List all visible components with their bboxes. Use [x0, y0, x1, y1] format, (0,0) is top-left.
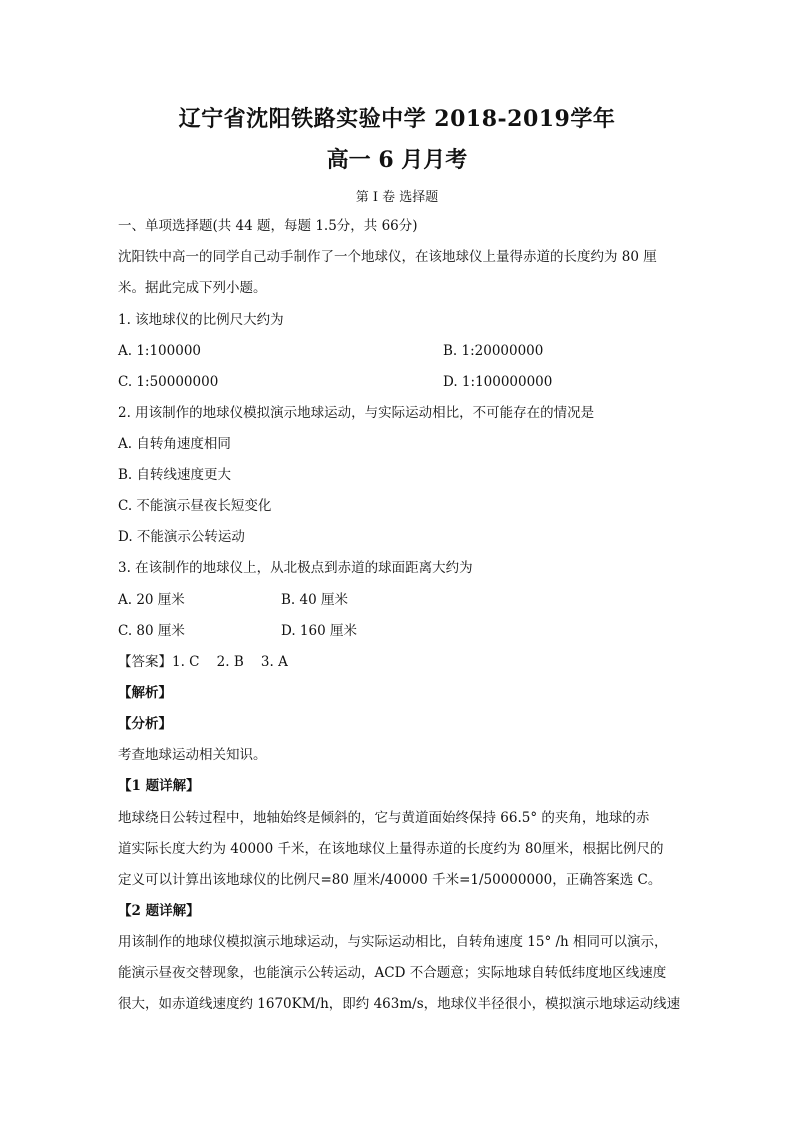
document-title: 辽宁省沈阳铁路实验中学 2018-2019学年	[178, 106, 616, 132]
q3-option-c: C. 80 厘米	[118, 623, 185, 639]
q3-option-d: D. 160 厘米	[281, 623, 357, 639]
q2-option-d: D. 不能演示公转运动	[118, 529, 245, 545]
q1-option-a: A. 1:100000	[118, 343, 202, 359]
question-3: 3. 在该制作的地球仪上，从北极点到赤道的球面距离大约为	[118, 560, 473, 576]
q1-option-d: D. 1:100000000	[443, 374, 553, 390]
q3-option-b: B. 40 厘米	[281, 592, 348, 608]
question-stem-line-1: 沈阳铁中高一的同学自己动手制作了一个地球仪，在该地球仪上量得赤道的长度约为 80 厘	[118, 249, 657, 265]
analysis-heading: 【解析】	[118, 685, 172, 701]
document-subtitle: 高一 6 月月考	[326, 147, 468, 173]
detail-1-line-3: 定义可以计算出该地球仪的比例尺=80 厘米/40000 千米=1/50000000，正确答案选 C。	[118, 872, 662, 888]
question-1: 1. 该地球仪的比例尺大约为	[118, 312, 284, 328]
question-stem-line-2: 米。据此完成下列小题。	[118, 280, 267, 296]
q2-option-b: B. 自转线速度更大	[118, 467, 232, 483]
section-heading: 一、单项选择题(共 44 题，每题 1.5分，共 66分)	[118, 218, 418, 234]
q1-option-b: B. 1:20000000	[443, 343, 544, 359]
q2-option-c: C. 不能演示昼夜长短变化	[118, 498, 272, 514]
detail-1-heading: 【1 题详解】	[118, 778, 200, 794]
fenxi-heading: 【分析】	[118, 716, 172, 732]
detail-2-line-1: 用该制作的地球仪模拟演示地球运动，与实际运动相比，自转角速度 15° /h 相同可以演示，	[118, 934, 668, 950]
q3-option-a: A. 20 厘米	[118, 592, 185, 608]
fenxi-text: 考查地球运动相关知识。	[118, 747, 267, 763]
q1-option-c: C. 1:50000000	[118, 374, 219, 390]
volume-heading: 第 I 卷 选择题	[355, 190, 439, 205]
detail-2-line-3: 很大，如赤道线速度约 1670KM/h，即约 463m/s，地球仪半径很小，模拟演示地球运动线速	[118, 996, 681, 1012]
detail-2-heading: 【2 题详解】	[118, 903, 200, 919]
q2-option-a: A. 自转角速度相同	[118, 436, 231, 452]
answer-line: 【答案】1. C 2. B 3. A	[118, 654, 288, 670]
detail-2-line-2: 能演示昼夜交替现象，也能演示公转运动，ACD 不合题意；实际地球自转低纬度地区线速度	[118, 965, 667, 981]
detail-1-line-1: 地球绕日公转过程中，地轴始终是倾斜的，它与黄道面始终保持 66.5° 的夹角，地球的赤	[118, 810, 650, 826]
question-2: 2. 用该制作的地球仪模拟演示地球运动，与实际运动相比，不可能存在的情况是	[118, 405, 595, 421]
detail-1-line-2: 道实际长度大约为 40000 千米，在该地球仪上量得赤道的长度约为 80厘米，根据比例尺的	[118, 841, 664, 857]
